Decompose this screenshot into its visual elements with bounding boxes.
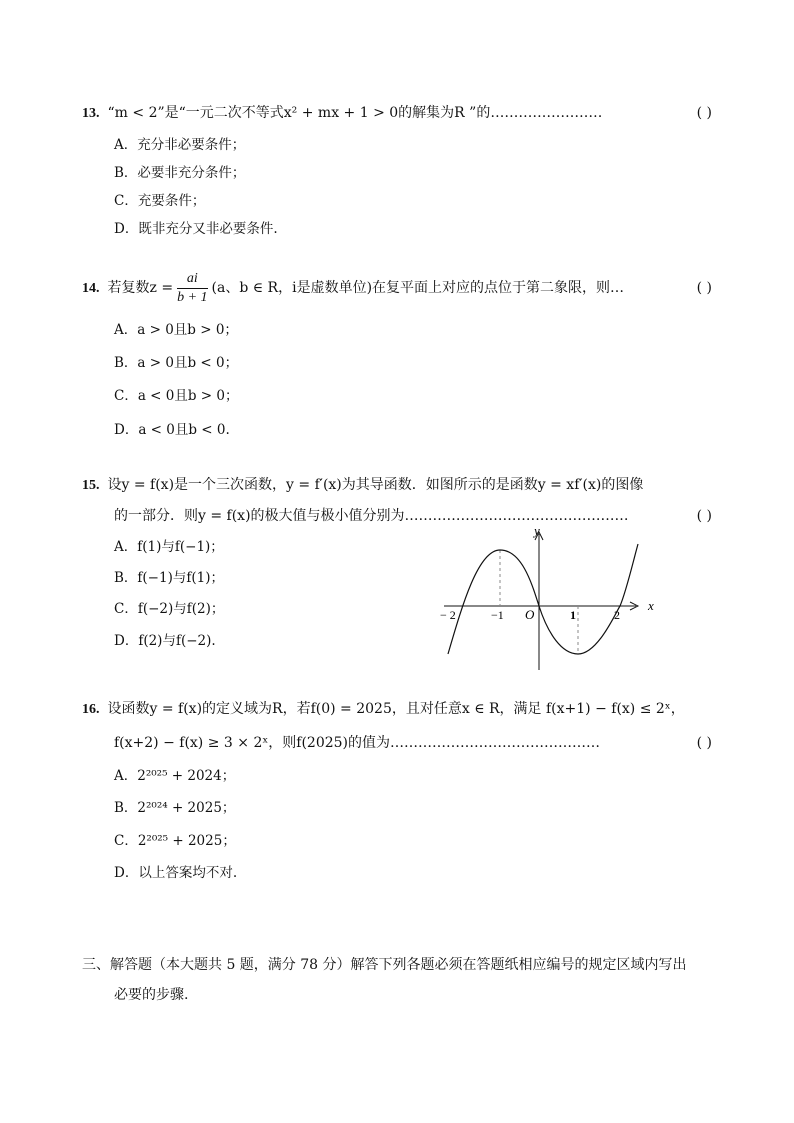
option-a: A．f(1)与f(−1)； [114, 539, 224, 555]
question-13 [82, 102, 712, 237]
cubic-curve [448, 544, 638, 654]
question-15 [82, 474, 712, 649]
question-number: 15. [82, 478, 100, 493]
section-3-heading [82, 950, 722, 1010]
question-16-stem-line1: 16. 设函数y = f(x)的定义域为R，若f(0) = 2025，且对任意x ∈ R，满足 f(x+1) − f(x) ≤ 2ˣ， [82, 701, 685, 717]
question-number: 14. [82, 281, 100, 296]
question-number: 13. [82, 106, 100, 121]
section-3-line1: 三、解答题（本大题共 5 题，满分 78 分）解答下列各题必须在答题纸相应编号的规定区域内写出 [82, 957, 687, 973]
question-16 [82, 698, 712, 881]
option-d: D．既非充分又非必要条件. [114, 221, 278, 237]
question-13-stem: 13. “m < 2”是“一元二次不等式x² + mx + 1 > 0的解集为R ”的…………………… ( ) [82, 102, 712, 125]
option-b: B．f(−1)与f(1)； [114, 570, 224, 586]
section-3-line2: 必要的步骤. [114, 987, 189, 1003]
option-d: D．a < 0且b < 0. [114, 422, 230, 438]
question-15-stem-line2: 的一部分．则y = f(x)的极大值与极小值分别为………………………………………… ( ) [82, 505, 712, 527]
tick-label-2: 2 [614, 608, 620, 622]
question-14 [82, 268, 712, 438]
option-a: A．2²⁰²⁵ + 2024； [114, 768, 236, 784]
answer-blank: ( ) [696, 280, 712, 296]
origin-label: O [525, 607, 535, 622]
answer-blank: ( ) [696, 735, 712, 751]
answer-blank: ( ) [696, 105, 712, 121]
function-graph [430, 522, 670, 674]
option-b: B．2²⁰²⁴ + 2025； [114, 800, 236, 816]
option-b: B．a > 0且b < 0； [114, 355, 239, 371]
option-a: A．a > 0且b > 0； [114, 322, 238, 338]
option-c: C．充要条件； [114, 193, 206, 209]
option-c: C．f(−2)与f(2)； [114, 601, 225, 617]
option-d: D．以上答案均不对. [114, 865, 238, 881]
question-14-stem: 14. 若复数z = $\frac{ai}{b + 1}$ (a、b ∈ R，i是虚数单位)在复平面上对应的点位于第二象限，则… ( ) [82, 268, 712, 309]
question-number: 16. [82, 702, 100, 717]
x-axis-label: x [648, 598, 654, 613]
option-b: B．必要非充分条件； [114, 165, 246, 181]
tick-label-1: 1 [570, 608, 576, 622]
tick-label-neg2: − 2 [440, 608, 456, 622]
option-a: A．充分非必要条件； [114, 137, 246, 153]
answer-blank: ( ) [696, 508, 712, 524]
y-axis-label: y [534, 523, 540, 538]
tick-label-neg1: −1 [491, 608, 504, 622]
option-c: C．2²⁰²⁵ + 2025； [114, 833, 236, 849]
question-16-stem-line2: f(x+2) − f(x) ≥ 3 × 2ˣ，则f(2025)的值为……………………………………… ( ) [82, 732, 712, 754]
option-d: D．f(2)与f(−2). [114, 633, 216, 649]
question-15-stem-line1: 15. 设y = f(x)是一个三次函数，y = f′(x)为其导函数．如图所示的是函数y = xf′(x)的图像 [82, 477, 644, 493]
fraction: $\frac{ai}{b + 1}$ [177, 270, 208, 305]
option-c: C．a < 0且b > 0； [114, 388, 239, 404]
